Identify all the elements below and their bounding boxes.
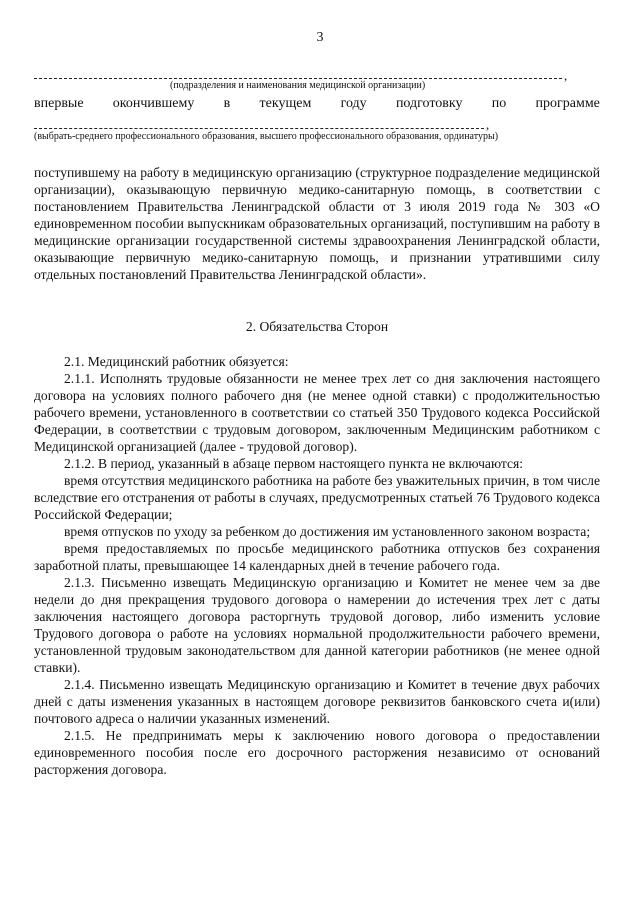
- intro-block: [34, 164, 600, 283]
- organization-blank-caption: (подразделения и наименования медицинской организации): [170, 80, 426, 91]
- paragraph: время отсутствия медицинского работника на работе без уважительных причин, в том числе вследствие его отстранения от работы в случаях, предусмотренных статьей 76 Трудового кодекса Российской Федерации;: [34, 473, 600, 522]
- page-number: 3: [316, 30, 324, 45]
- paragraph: 2.1. Медицинский работник обязуется:: [64, 354, 289, 369]
- program-blank-caption: (выбрать-среднего профессионального образования, высшего профессионального образования, ординатуры): [34, 131, 499, 142]
- first-row-word: окончившему: [112, 96, 195, 111]
- first-row-word: в: [223, 96, 231, 111]
- paragraph: 2.1.2. В период, указанный в абзаце первом настоящего пункта не включаются:: [64, 456, 524, 471]
- organization-blank-line: [34, 78, 562, 79]
- program-blank-trailing: ,: [486, 117, 490, 132]
- first-row-word: подготовку: [395, 96, 463, 111]
- first-row-word: программе: [535, 96, 600, 111]
- program-blank-line: [34, 128, 484, 129]
- paragraph: 2.1.5. Не предпринимать меры к заключению нового договора о предоставлении единовременного пособия после его досрочного расторжения независимо от оснований расторжения договора.: [34, 728, 600, 777]
- paragraph: время отпусков по уходу за ребенком до достижения им установленного законом возраста;: [64, 524, 591, 539]
- first-row-word: впервые: [34, 96, 84, 111]
- first-row-word: текущем: [259, 96, 312, 111]
- paragraph: 2.1.3. Письменно извещать Медицинскую организацию и Комитет не менее чем за две недели до дня прекращения трудового договора о намерении до истечения трех лет с даты заключения настоящего договора расторгнуть трудовой договор, либо изменить условие Трудового договора о работе на условиях нормальной продолжительности рабочего времени, установленной трудовым законодательством для данной категории работников (не менее одной ставки).: [34, 575, 600, 675]
- paragraph: 2.1.4. Письменно извещать Медицинскую организацию и Комитет в течение двух рабочих дней с даты изменения указанных в настоящем договоре реквизитов банковского счета и(или) почтового адреса о наличии указанных изменений.: [34, 677, 600, 726]
- paragraph: время предоставляемых по просьбе медицинского работника отпусков без сохранения заработной платы, превышающее 14 календарных дней в течение рабочего года.: [34, 541, 600, 573]
- first-row-word: году: [340, 96, 367, 111]
- first-row-word: по: [491, 96, 507, 111]
- paragraph: 2.1.1. Исполнять трудовые обязанности не менее трех лет со дня заключения настоящего договора на условиях полного рабочего дня (не менее одной ставки) с продолжительностью рабочего времени, установленного в соответствии со статьей 350 Трудового кодекса Российской Федерации, в соответствии с трудовым договором, заключенным Медицинским работником с Медицинской организацией (далее - трудовой договор).: [34, 371, 600, 454]
- organization-blank-trailing: ,: [564, 68, 568, 83]
- intro-paragraph: поступившему на работу в медицинскую организацию (структурное подразделение медицинской организации), оказывающую первичную медико-санитарную помощь, в соответствии с постановлением Правительства Ленинградской области от 3 июля 2019 года № 303 «О единовременном пособии выпускникам образовательных организаций, поступившим на работу в медицинские организации государственной системы здравоохранения Ленинградской области, оказывающие первичную медико-санитарную помощь, и признании утратившими силу отдельных постановлений Правительства Ленинградской области».: [34, 165, 600, 282]
- section-title: 2. Обязательства Сторон: [245, 319, 389, 334]
- first-row-line: [34, 96, 600, 112]
- section-block: [34, 318, 600, 778]
